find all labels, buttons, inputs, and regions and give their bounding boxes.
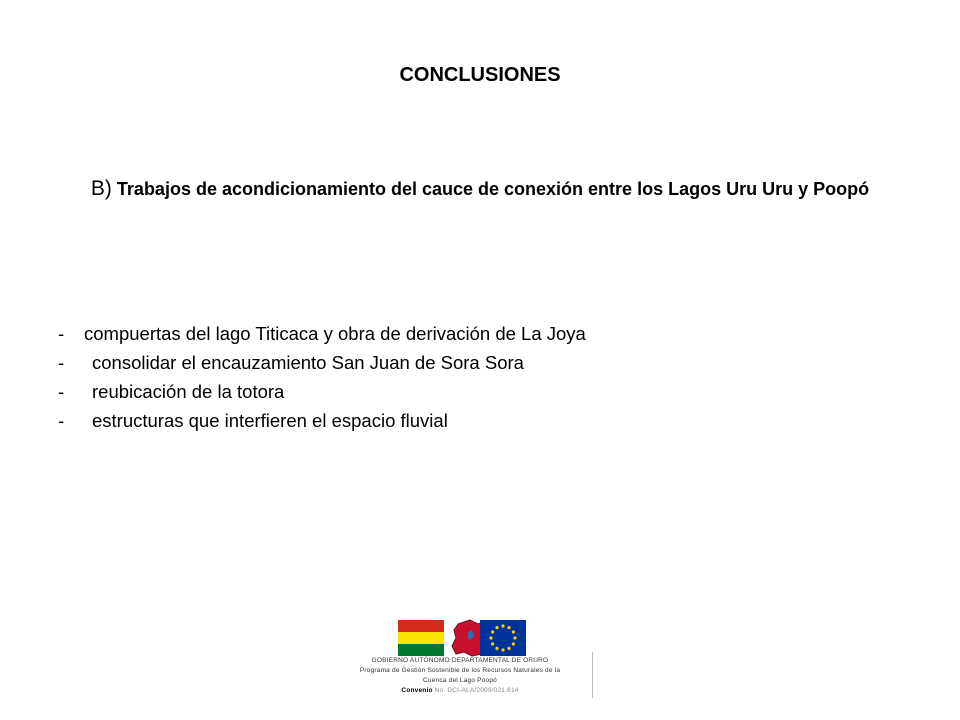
logo-line-government: GOBIERNO AUTÓNOMO DEPARTAMENTAL DE ORURO [371,657,549,664]
list-item [58,348,586,377]
list-item-text: consolidar el encauzamiento San Juan de Sora Sora [92,352,524,373]
bolivia-flag-icon [398,620,444,656]
page-title: CONCLUSIONES [399,64,561,86]
list-item [58,406,586,435]
list-item-text: reubicación de la totora [92,381,285,402]
conclusions-list [58,319,586,435]
bullet-dash: - [58,381,65,402]
logo-divider [592,652,593,698]
list-item-text: compuertas del lago Titicaca y obra de derivación de La Joya [84,323,586,344]
list-item [58,319,586,348]
list-item-text: estructuras que interfieren el espacio fluvial [92,410,448,431]
bullet-dash: - [58,352,65,373]
subtitle-letter: B) [90,177,112,200]
list-item [58,377,586,406]
logo-caption [330,656,590,696]
eu-flag-icon [480,620,526,656]
logo-line-basin: Cuenca del Lago Poopó [423,677,497,684]
bullet-dash: - [58,323,65,344]
section-subtitle [70,174,890,204]
footer-logo [330,612,600,704]
convenio-number: No. DCI-ALA/2009/021.614 [434,687,519,694]
logo-line-program: Programa de Gestión Sostenible de los Recursos Naturales de la [359,667,561,674]
subtitle-text: Trabajos de acondicionamiento del cauce de conexión entre los Lagos Uru Uru y Poopó [116,179,870,199]
logo-line-convenio [330,686,590,696]
convenio-label: Convenio [401,687,433,694]
bullet-dash: - [58,410,65,431]
